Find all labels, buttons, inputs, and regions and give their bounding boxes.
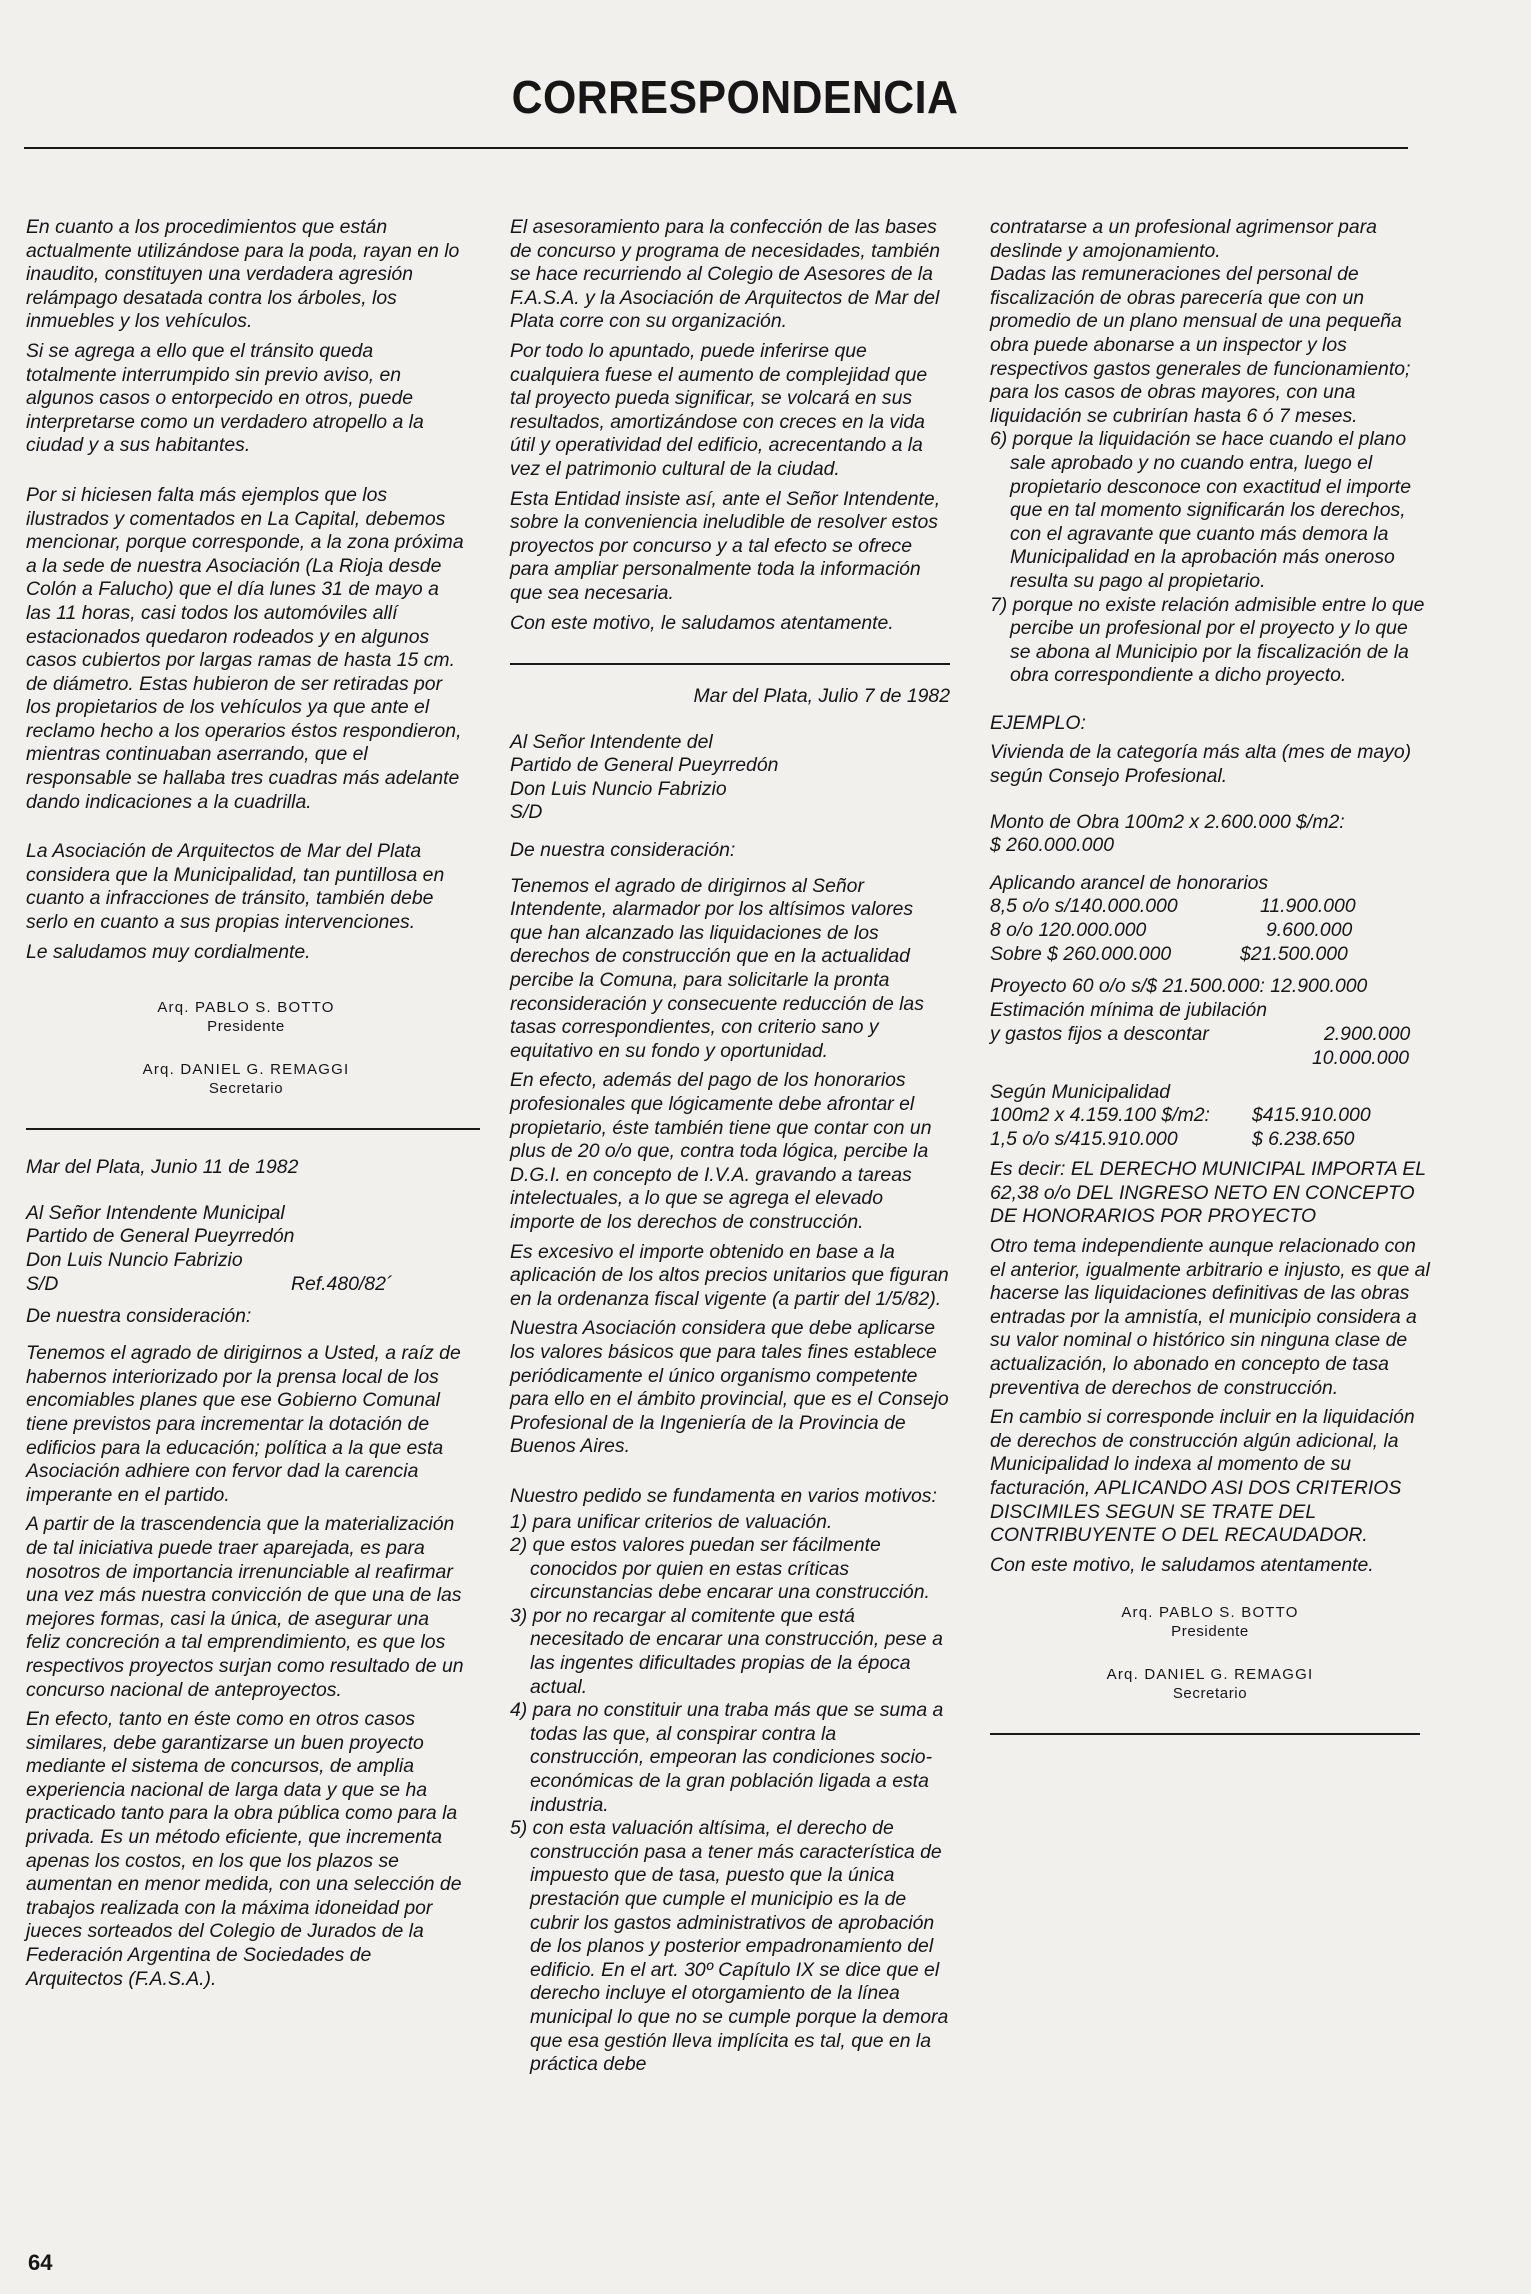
column-3 — [990, 216, 1430, 1735]
addressee-line: Al Señor Intendente del — [510, 730, 713, 753]
column-2 — [510, 216, 950, 2077]
calc-label: 1,5 o/o s/415.910.000 — [990, 1128, 1178, 1151]
title-rule — [24, 147, 1408, 149]
calc-row — [990, 1128, 1430, 1152]
calc-line: Aplicando arancel de honorarios — [990, 871, 1269, 894]
addressee-line: Al Señor Intendente Municipal — [26, 1201, 285, 1224]
addressee-line: Don Luis Nuncio Fabrizio — [26, 1249, 243, 1271]
section-divider — [26, 1128, 480, 1130]
paragraph: En efecto, además del pago de los honorarios profesionales que lógicamente debe afrontar el propietario, éste también tiene que contar con un plus de 20 o/o que, contra toda lógica, percibe la D.G.I. en concepto de I.V.A. gravando a tareas intelectuales, a lo que se agrega el elevado importe de los derechos de construcción. — [510, 1069, 932, 1233]
calc-line: Proyecto 60 o/o s/$ 21.500.000: 12.900.000 — [990, 975, 1368, 998]
salutation: De nuestra consideración: — [26, 1304, 252, 1327]
calc-row — [990, 919, 1430, 943]
page-number: 64 — [28, 2250, 53, 2275]
signatory-role: Secretario — [1172, 1685, 1248, 1703]
signature-president — [990, 1603, 1430, 1641]
calc-row — [990, 1023, 1430, 1047]
addressee-line: Don Luis Nuncio Fabrizio — [510, 777, 727, 800]
section-divider — [510, 663, 950, 665]
paragraph: A partir de la trascendencia que la materialización de tal iniciativa puede traer aparejada, es para nosotros de importancia irrenunciable al reafirmar una vez más nuestra convicción de que una de las mejores formas, casi la única, de asegurar una feliz concreción a tal emprendimiento, es que los respectivos proyectos surjan como resultado de un concurso nacional de anteproyectos. — [26, 1513, 464, 1701]
paragraph: Nuestro pedido se fundamenta en varios motivos: — [510, 1484, 937, 1507]
list-item: 6) porque la liquidación se hace cuando el plano sale aprobado y no cuando entra, luego el propietario desconoce con exactitud el importe que en tal momento significarán los derechos, con el agravante que cuanto más demora la Municipalidad en la aprobación más oneroso resulta su pago al propietario. — [990, 428, 1411, 592]
calc-label: 8 o/o 120.000.000 — [990, 919, 1147, 942]
calc-value: 2.900.000 — [1324, 1022, 1411, 1045]
calc-value: $ 6.238.650 — [1252, 1128, 1355, 1151]
paragraph: Es excesivo el importe obtenido en base a la aplicación de los altos precios unitarios que figuran en la ordenanza fiscal vigente (a partir del 1/5/82). — [510, 1240, 949, 1310]
calc-value: 11.900.000 — [1260, 895, 1356, 918]
closing-line: Con este motivo, le saludamos atentamente. — [510, 611, 894, 634]
calc-value: 10.000.000 — [1312, 1046, 1410, 1069]
signatory-name: Arq. PABLO S. BOTTO — [157, 999, 335, 1017]
paragraph: Es decir: EL DERECHO MUNICIPAL IMPORTA EL 62,38 o/o DEL INGRESO NETO EN CONCEPTO DE HONORARIOS POR PROYECTO — [990, 1158, 1426, 1228]
list-item: 5) con esta valuación altísima, el derecho de construcción pasa a tener más característica de impuesto que de tasa, puesto que la única prestación que cumple el municipio es la de cubrir los gastos administrativos de aprobación de los planos y posterior empadronamiento del edificio. En el art. 30º Capítulo IX se dice que el derecho incluye el otorgamiento de la línea municipal lo que no se cumple porque la demora que esa gestión lleva implícita es tal, que en la práctica debe — [510, 1817, 949, 2076]
calc-value: 9.600.000 — [1266, 919, 1353, 942]
letter-date: Mar del Plata, Junio 11 de 1982 — [26, 1156, 299, 1179]
calc-value: $21.500.000 — [1240, 943, 1348, 966]
paragraph: Dadas las remuneraciones del personal de fiscalización de obras parecería que con un promedio de un plano mensual de una pequeña obra puede abonarse a un inspector y los respectivos gastos generales de funcionamiento; para los casos de obras mayores, con una liquidación se cubrirían hasta 6 ó 7 meses. — [990, 263, 1411, 427]
paragraph: Tenemos el agrado de dirigirnos a Usted, a raíz de habernos interiorizado por la prensa local de los encomiables planes que ese Gobierno Comunal tiene previstos para incrementar la dotación de edificios para la educación; política a la que esta Asociación adhiere con fervor dad la carencia imperante en el partido. — [26, 1342, 461, 1506]
section-divider — [990, 1733, 1420, 1735]
list-item: 1) para unificar criterios de valuación. — [510, 1510, 833, 1533]
closing-line: Con este motivo, le saludamos atentamente. — [990, 1553, 1374, 1576]
calc-row — [990, 943, 1430, 967]
letter-date: Mar del Plata, Julio 7 de 1982 — [693, 685, 950, 708]
addressee-line: Partido de General Pueyrredón — [26, 1225, 295, 1248]
calc-line: Monto de Obra 100m2 x 2.600.000 $/m2: — [990, 810, 1345, 833]
calc-value: $415.910.000 — [1252, 1104, 1371, 1127]
calc-label: y gastos fijos a descontar — [990, 1022, 1209, 1045]
signatory-role: Secretario — [208, 1080, 284, 1098]
paragraph: El asesoramiento para la confección de las bases de concurso y programa de necesidades, también se hace recurriendo al Colegio de Asesores de la F.A.S.A. y la Asociación de Arquitectos de Mar del Plata corre con su organización. — [510, 216, 941, 333]
signature-secretary — [990, 1665, 1430, 1703]
calc-label: 8,5 o/o s/140.000.000 — [990, 895, 1178, 918]
calc-line: Según Municipalidad — [990, 1080, 1171, 1103]
page-title: CORRESPONDENCIA — [511, 71, 959, 123]
paragraph: La Asociación de Arquitectos de Mar del Plata considera que la Municipalidad, tan puntillosa en cuanto a infracciones de tránsito, también debe serlo en cuanto a sus propias intervenciones. — [26, 840, 445, 934]
list-item: 2) que estos valores puedan ser fácilmente conocidos por quien en estas críticas circunstancias debe encarar una construcción. — [510, 1534, 930, 1604]
calc-row — [990, 1104, 1430, 1128]
signature-secretary — [26, 1060, 466, 1098]
paragraph: En efecto, tanto en éste como en otros casos similares, debe garantizarse un buen proyecto mediante el sistema de concursos, de amplia experiencia nacional de larga data y que se ha practicado tanto para la obra pública como para la privada. Es un método eficiente, que incrementa apenas los costos, en los que los plazos se aumentan en menor medida, con una selección de trabajos realizada con la máxima idoneidad por jueces sorteados del Colegio de Jurados de la Federación Argentina de Sociedades de Arquitectos (F.A.S.A.). — [26, 1708, 462, 1990]
salutation: De nuestra consideración: — [510, 839, 736, 862]
calc-line: Estimación mínima de jubilación — [990, 999, 1267, 1022]
signatory-role: Presidente — [1171, 1623, 1249, 1641]
paragraph: Otro tema independiente aunque relacionado con el anterior, igualmente arbitrario e injusto, es que al hacerse las liquidaciones definitivas de las obras entradas por la amnistía, el municipio considera a su valor nominal o histórico sin ninguna clase de actualización, lo abonado en concepto de tasa preventiva de derechos de construcción. — [990, 1235, 1430, 1399]
signatory-role: Presidente — [207, 1018, 285, 1036]
signatory-name: Arq. PABLO S. BOTTO — [1121, 1604, 1299, 1622]
example-description: Vivienda de la categoría más alta (mes de mayo) según Consejo Profesional. — [990, 741, 1412, 788]
addressee-line: S/D — [510, 801, 543, 824]
paragraph: Si se agrega a ello que el tránsito queda totalmente interrumpido sin previo aviso, en algunos casos o entorpecido en otros, puede interpretarse como un verdadero atropello a la ciudad y a sus habitantes. — [26, 339, 424, 457]
calc-label: 100m2 x 4.159.100 $/m2: — [990, 1104, 1210, 1127]
paragraph: Por todo lo apuntado, puede inferirse que cualquiera fuese el aumento de complejidad que tal proyecto pueda significar, se volcará en sus resultados, amortizándose con creces en la vida útil y operatividad del edificio, acrecentando a la vez el patrimonio cultural de la ciudad. — [510, 339, 928, 480]
paragraph: Esta Entidad insiste así, ante el Señor Intendente, sobre la conveniencia ineludible de resolver estos proyectos por concurso y a tal efecto se ofrece para ampliar personalmente toda la información que sea necesaria. — [510, 487, 941, 604]
signatory-name: Arq. DANIEL G. REMAGGI — [1106, 1666, 1314, 1684]
calc-row — [990, 1047, 1430, 1071]
list-item: 4) para no constituir una traba más que se suma a todas las que, al conspirar contra la construcción, empeoran las condiciones socio-económicas de la gran población ligada a esta industria. — [510, 1699, 944, 1816]
addressee-line: Partido de General Pueyrredón — [510, 754, 779, 777]
calc-line: $ 260.000.000 — [990, 834, 1115, 857]
closing-line: Le saludamos muy cordialmente. — [26, 940, 311, 963]
paragraph: Nuestra Asociación considera que debe aplicarse los valores básicos que para tales fines establece periódicamente el único organismo competente para ello en el ámbito provincial, que es el Consejo Profesional de la Ingeniería de la Provincia de Buenos Aires. — [510, 1317, 949, 1458]
calc-label: Sobre $ 260.000.000 — [990, 943, 1172, 966]
addressee-line: S/D — [26, 1272, 59, 1295]
calc-row — [990, 895, 1430, 919]
paragraph: En cambio si corresponde incluir en la liquidación de derechos de construcción algún adicional, la Municipalidad lo indexa al momento de su facturación, APLICANDO ASI DOS CRITERIOS DISCIMILES SEGUN SE TRATE DEL CONTRIBUYENTE O DEL RECAUDADOR. — [990, 1406, 1415, 1547]
paragraph: En cuanto a los procedimientos que están actualmente utilizándose para la poda, rayan en lo inaudito, constituyen una verdadera agresión relámpago desatada contra los árboles, los inmuebles y los vehículos. — [26, 216, 460, 333]
signatory-name: Arq. DANIEL G. REMAGGI — [142, 1061, 350, 1079]
reference-number: Ref.480/82´ — [291, 1272, 393, 1295]
paragraph: contratarse a un profesional agrimensor para deslinde y amojonamiento. — [990, 216, 1377, 262]
signature-president — [26, 998, 466, 1036]
paragraph: Tenemos el agrado de dirigirnos al Señor Intendente, alarmador por los altísimos valores que han alcanzado las liquidaciones de los derechos de construcción que en la actualidad percibe la Comuna, para solicitarle la pronta reconsideración y consecuente reducción de las tasas correspondientes, con criterio sano y equitativo en su fondo y oportunidad. — [510, 874, 924, 1062]
paragraph: Por si hiciesen falta más ejemplos que los ilustrados y comentados en La Capital, debemos mencionar, porque corresponde, a la zona próxima a la sede de nuestra Asociación (La Rioja desde Colón a Falucho) que el día lunes 31 de mayo a las 11 horas, casi todos los automóviles allí estacionados quedaron rodeados y en algunos casos cubiertos por largas ramas de hasta 15 cm. de diámetro. Estas hubieron de ser retiradas por los propietarios de los vehículos ya que ante el reclamo hecho a los operarios éstos respondieron, mientras continuaban aserrando, que el responsable se hallaba tres cuadras más adelante dando indicaciones a la cuadrilla. — [26, 483, 464, 813]
example-heading: EJEMPLO: — [990, 711, 1086, 734]
column-1 — [26, 216, 466, 1997]
list-item: 3) por no recargar al comitente que está necesitado de encarar una construcción, pese a las ingentes dificultades propias de la época actual. — [510, 1604, 943, 1698]
addressee-ref-line — [26, 1273, 466, 1297]
list-item: 7) porque no existe relación admisible entre lo que percibe un profesional por el proyecto y lo que se abona al Municipio por la fiscalización de la obra correspondiente a dicho proyecto. — [990, 593, 1425, 687]
